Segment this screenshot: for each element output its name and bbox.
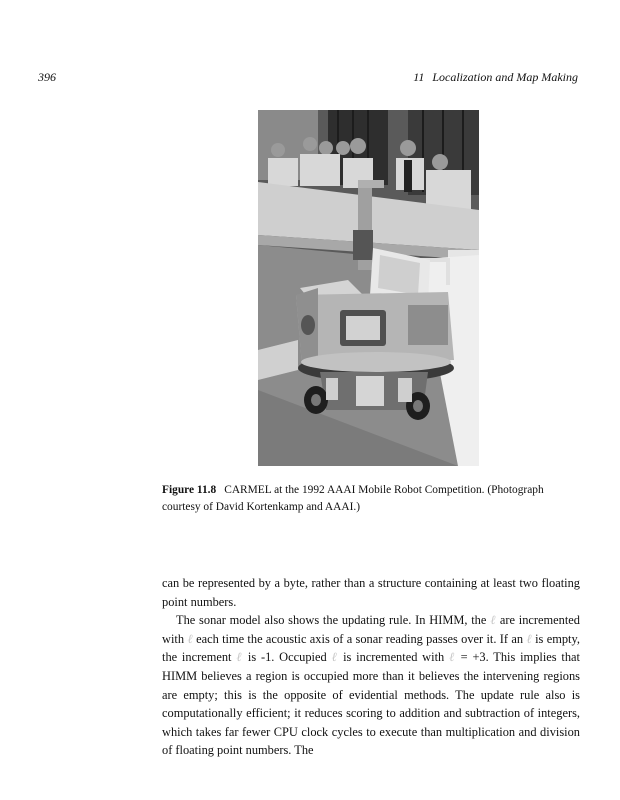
- robot-photograph: [258, 110, 479, 466]
- figure-label: Figure 11.8: [162, 484, 217, 496]
- symbol-placeholder-icon: ℓ: [331, 650, 339, 665]
- caption-text: CARMEL at the 1992 AAAI Mobile Robot Competition. (Photograph courtesy of David Kortenkamp and AAAI.): [162, 484, 544, 513]
- text-segment: = +3. This implies that HIMM believes a region is occupied more than it believes the intervening regions are empty; this is the opposite of evidential methods. The update rule also is computationally efficient; it reduces scoring to addition and subtraction of integers, which takes far fewer CPU clock cycles to execute than multiplication and division of floating point numbers. The: [162, 650, 580, 758]
- text-segment: is empty, the increment: [162, 631, 580, 665]
- symbol-placeholder-icon: ℓ: [449, 650, 456, 665]
- chapter-title: Localization and Map Making: [432, 70, 578, 84]
- paragraph-continuation: can be represented by a byte, rather than a structure containing at least two floating point numbers.: [162, 576, 580, 609]
- text-segment: is -1. Occupied: [247, 650, 327, 665]
- chapter-number: 11: [413, 70, 425, 84]
- page-number: 396: [38, 70, 56, 84]
- photo-illustration: [258, 110, 479, 466]
- running-head: [413, 70, 578, 85]
- body-text: [162, 574, 580, 760]
- text-segment: is incremented with: [343, 650, 445, 665]
- figure-caption: [162, 482, 580, 516]
- page-header: [38, 70, 578, 88]
- symbol-placeholder-icon: ℓ: [526, 631, 532, 646]
- symbol-placeholder-icon: ℓ: [236, 650, 244, 665]
- text-segment: are incremented with: [162, 613, 580, 646]
- text-segment: each time the acoustic axis of a sonar reading passes over it. If an: [196, 631, 524, 646]
- paragraph-sonar-model: [162, 611, 580, 760]
- symbol-placeholder-icon: ℓ: [490, 613, 497, 628]
- text-segment: The sonar model also shows the updating rule. In HIMM, the: [176, 613, 487, 628]
- symbol-placeholder-icon: ℓ: [187, 631, 193, 646]
